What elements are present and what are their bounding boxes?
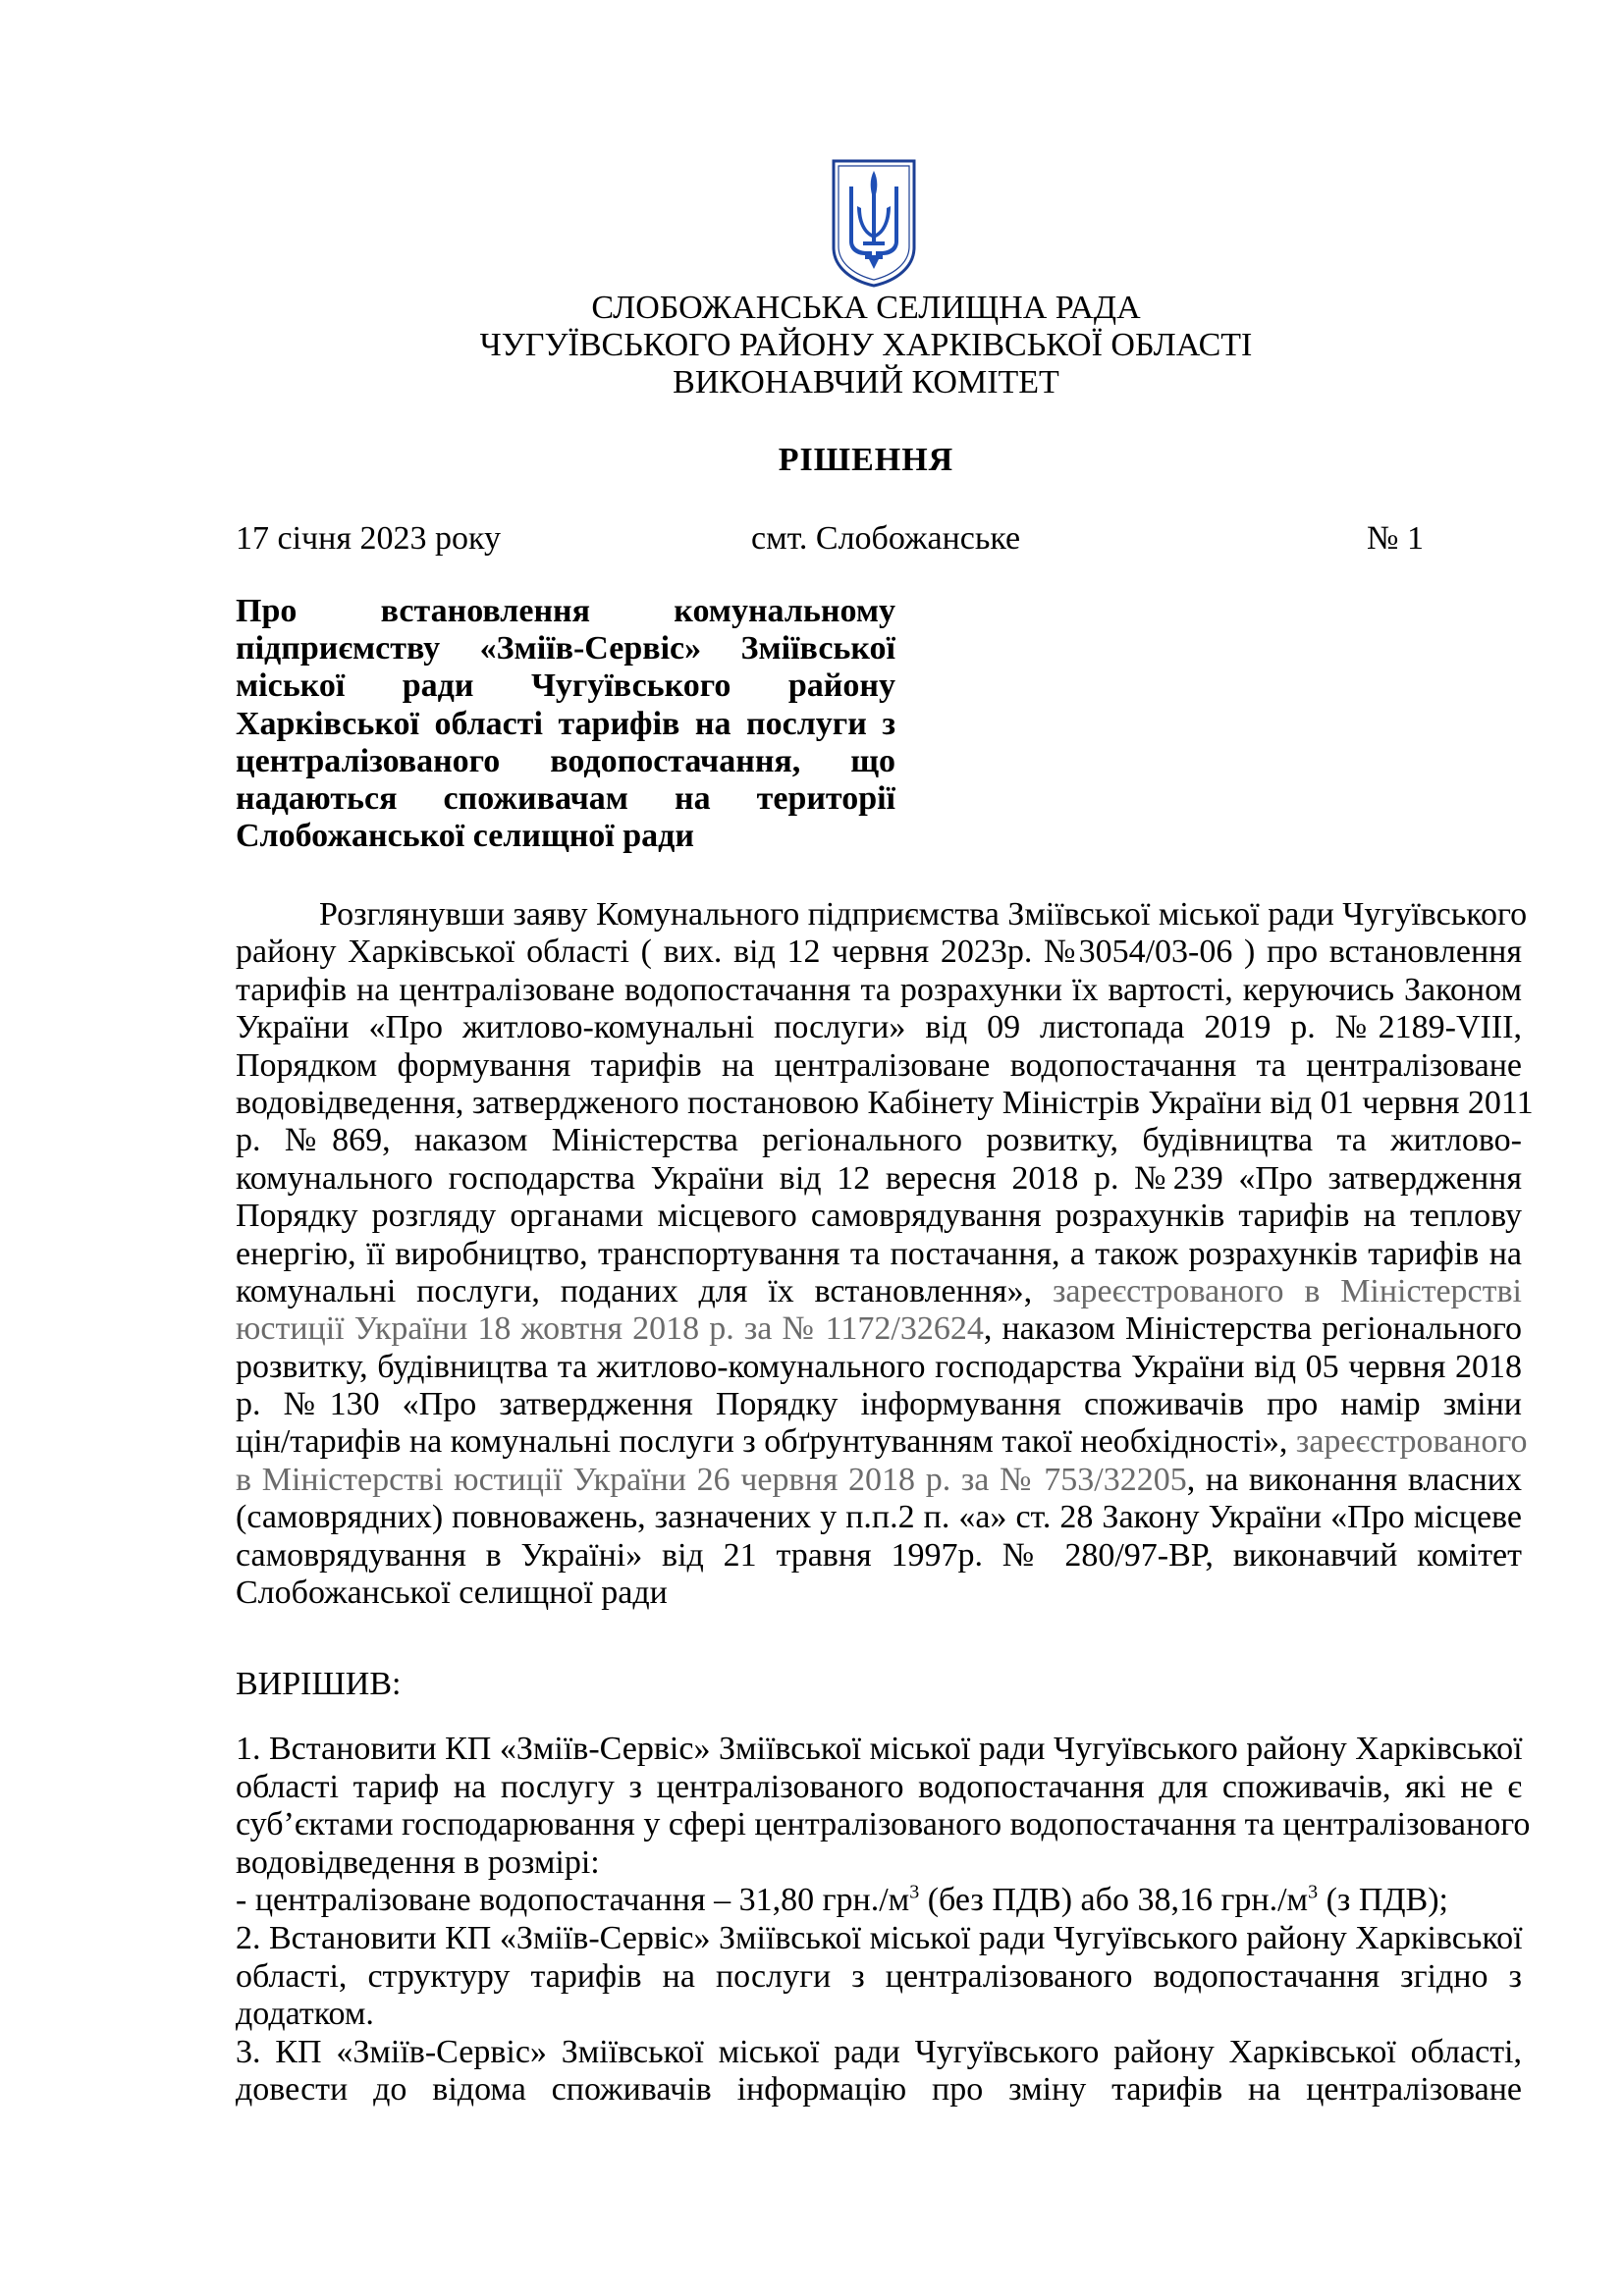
paragraph-line: водовідведення, затвердженого постановою Кабінету Міністрів України від 01 червня 2011 bbox=[236, 1084, 1534, 1121]
item-2-line: 2. Встановити КП «Зміїв-Сервіс» Зміївської міської ради Чугуївського району Харківської bbox=[236, 1919, 1523, 1956]
item-1-line: 1. Встановити КП «Зміїв-Сервіс» Зміївської міської ради Чугуївського району Харківської bbox=[236, 1731, 1523, 1767]
resolved-heading: ВИРІШИВ: bbox=[236, 1666, 402, 1702]
org-name-line-2: ЧУГУЇВСЬКОГО РАЙОНУ ХАРКІВСЬКОЇ ОБЛАСТІ bbox=[479, 327, 1253, 363]
paragraph-line bbox=[236, 1273, 1522, 1310]
decision-items bbox=[236, 1731, 1531, 2109]
paragraph-line: р. №130 «Про затвердження Порядку інформування споживачів про намір зміни bbox=[236, 1386, 1522, 1423]
item-2-line: додатком. bbox=[236, 1996, 374, 2033]
subject-line: надаються споживачам на території bbox=[236, 780, 895, 818]
decision-subject bbox=[236, 593, 895, 855]
paragraph-line: Порядком формування тарифів на централізоване водопостачання та централізоване bbox=[236, 1046, 1522, 1084]
tariff-text: (без ПДВ) або 38,16 грн./м bbox=[919, 1882, 1309, 1919]
paragraph-text: цін/тарифів на комунальні послуги з обґрунтуванням такої необхідності», bbox=[236, 1423, 1296, 1461]
item-3-line: довести до відома споживачів інформацію про зміну тарифів на централізоване bbox=[236, 2071, 1522, 2109]
registration-reference: в Міністерстві юстиції України 26 червня 2018 р. за № 753/32205 bbox=[236, 1461, 1187, 1498]
unit-superscript: 3 bbox=[1308, 1882, 1319, 1904]
item-1-line: області тариф на послугу з централізованого водопостачання для споживачів, які не є bbox=[236, 1768, 1522, 1805]
paragraph-text: , наказом Міністерства регіонального bbox=[983, 1310, 1522, 1348]
paragraph-line: Порядку розгляду органами місцевого самоврядування розрахунків тарифів на теплову bbox=[236, 1198, 1522, 1235]
paragraph-line: р. №869, наказом Міністерства регіонального розвитку, будівництва та житлово- bbox=[236, 1122, 1522, 1159]
item-1-tariff-line bbox=[236, 1882, 1522, 1920]
document-number: № 1 bbox=[1367, 520, 1424, 557]
paragraph-line: енергію, її виробництво, транспортування та постачання, а також розрахунків тарифів на bbox=[236, 1235, 1522, 1272]
paragraph-line bbox=[236, 1310, 1522, 1348]
org-name-line-1: СЛОБОЖАНСЬКА СЕЛИЩНА РАДА bbox=[591, 290, 1141, 326]
tariff-text: (з ПДВ); bbox=[1318, 1882, 1449, 1919]
subject-line: централізованого водопостачання, що bbox=[236, 742, 895, 779]
subject-line: Харківської області тарифів на послуги з bbox=[236, 705, 895, 742]
subject-line: міської ради Чугуївського району bbox=[236, 667, 895, 705]
org-name-line-3: ВИКОНАВЧИЙ КОМІТЕТ bbox=[673, 364, 1059, 400]
paragraph-line bbox=[236, 1423, 1528, 1461]
coat-of-arms-trident-icon bbox=[830, 157, 918, 290]
subject-line: Слобожанської селищної ради bbox=[236, 818, 694, 855]
paragraph-line bbox=[236, 1462, 1522, 1499]
paragraph-line: Слобожанської селищної ради bbox=[236, 1575, 668, 1612]
document-meta-row bbox=[236, 520, 1424, 560]
registration-reference: зареєстрованого bbox=[1295, 1423, 1528, 1461]
tariff-text: - централізоване водопостачання – 31,80 грн./м bbox=[236, 1882, 910, 1919]
paragraph-line: району Харківської області ( вих. від 12 червня 2023р. №3054/03-06 ) про встановлення bbox=[236, 934, 1522, 971]
document-date: 17 січня 2023 року bbox=[236, 520, 502, 557]
subject-line: підприємству «Зміїв-Сервіс» Зміївської bbox=[236, 630, 895, 667]
paragraph-text: комунальні послуги, поданих для їх встановлення», bbox=[236, 1272, 1053, 1309]
paragraph-line: (самоврядних) повноважень, зазначених у п.п.2 п. «а» ст. 28 Закону України «Про місцеве bbox=[236, 1499, 1522, 1536]
document-type-heading: РІШЕННЯ bbox=[778, 442, 954, 478]
document-place: смт. Слобожанське bbox=[751, 520, 1021, 557]
paragraph-line: тарифів на централізоване водопостачання та розрахунки їх вартості, керуючись Законом bbox=[236, 971, 1522, 1008]
paragraph-line: Розглянувши заяву Комунального підприємства Зміївської міської ради Чугуївського bbox=[319, 896, 1528, 933]
paragraph-line: розвитку, будівництва та житлово-комунального господарства України від 05 червня 2018 bbox=[236, 1348, 1522, 1385]
registration-reference: юстиції України 18 жовтня 2018 р. за № 1172/32624 bbox=[236, 1310, 984, 1348]
item-1-line: суб’єктами господарювання у сфері централізованого водопостачання та централізованого bbox=[236, 1806, 1531, 1843]
paragraph-line: комунального господарства України від 12 вересня 2018 р. №239 «Про затвердження bbox=[236, 1159, 1522, 1197]
subject-line: Про встановлення комунальному bbox=[236, 593, 895, 629]
paragraph-line: самоврядування в Україні» від 21 травня 1997р. № 280/97-ВР, виконавчий комітет bbox=[236, 1536, 1522, 1574]
preamble-paragraph bbox=[236, 896, 1534, 1612]
item-3-line: 3. КП «Зміїв-Сервіс» Зміївської міської ради Чугуївського району Харківської області, bbox=[236, 2033, 1522, 2070]
unit-superscript: 3 bbox=[909, 1882, 920, 1904]
paragraph-line: України «Про житлово-комунальні послуги» від 09 листопада 2019 р. №2189-VIII, bbox=[236, 1009, 1522, 1046]
item-1-line: водовідведення в розмірі: bbox=[236, 1843, 600, 1881]
item-2-line: області, структуру тарифів на послуги з централізованого водопостачання згідно з bbox=[236, 1957, 1522, 1995]
registration-reference: зареєстрованого в Міністерстві bbox=[1052, 1272, 1522, 1309]
paragraph-text: , на виконання власних bbox=[1186, 1461, 1522, 1498]
